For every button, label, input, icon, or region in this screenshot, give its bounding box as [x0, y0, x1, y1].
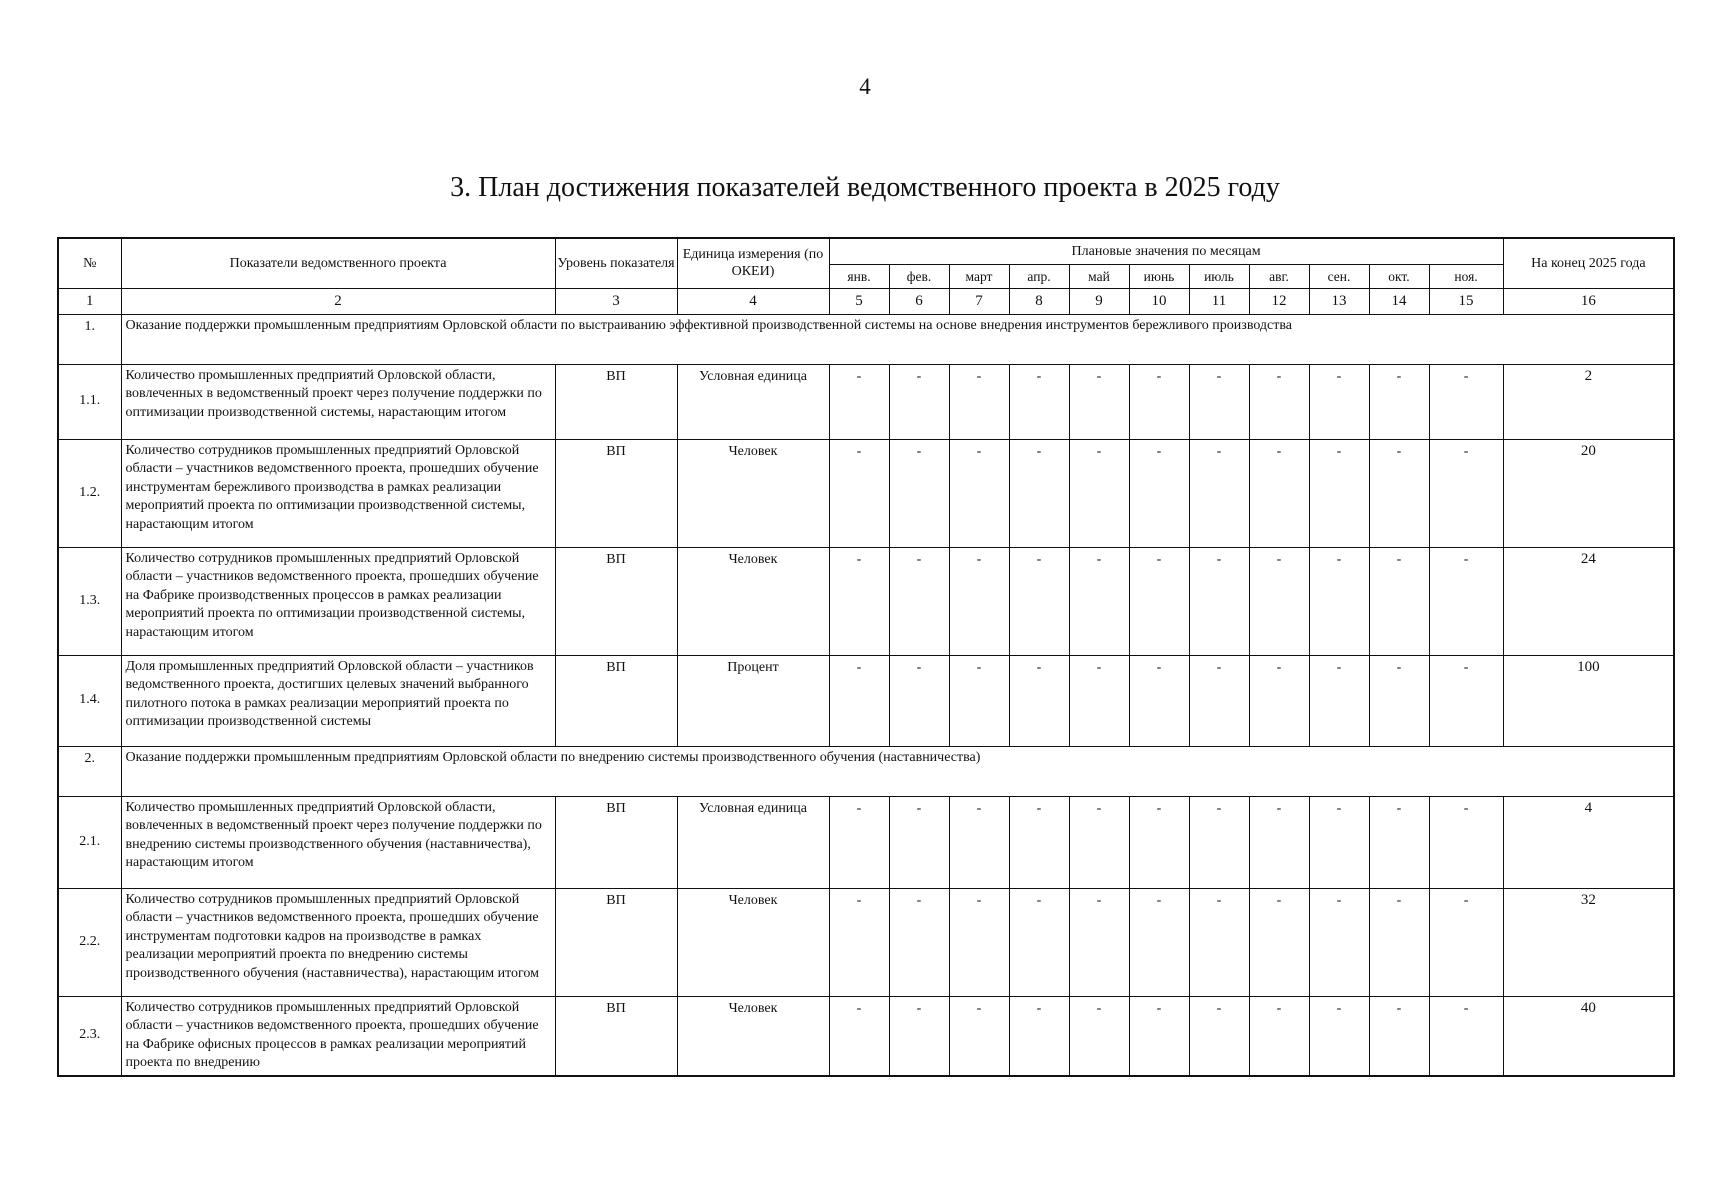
- header-month: авг.: [1249, 264, 1309, 288]
- monthly-value: -: [1249, 655, 1309, 746]
- monthly-value: -: [889, 996, 949, 1076]
- column-number: 6: [889, 288, 949, 314]
- monthly-value: -: [889, 796, 949, 888]
- monthly-value: -: [1369, 996, 1429, 1076]
- monthly-value: -: [1069, 439, 1129, 547]
- monthly-value: -: [889, 364, 949, 439]
- unit-of-measure: Человек: [677, 547, 829, 655]
- header-month: июль: [1189, 264, 1249, 288]
- monthly-value: -: [949, 655, 1009, 746]
- monthly-value: -: [1069, 796, 1129, 888]
- unit-of-measure: Условная единица: [677, 796, 829, 888]
- monthly-value: -: [949, 888, 1009, 996]
- year-end-value: 40: [1503, 996, 1674, 1076]
- header-month: фев.: [889, 264, 949, 288]
- monthly-value: -: [1069, 547, 1129, 655]
- header-indicator: Показатели ведомственного проекта: [121, 238, 555, 288]
- table-row: [58, 364, 1674, 439]
- monthly-value: -: [829, 655, 889, 746]
- table-row: [58, 888, 1674, 996]
- column-number: 11: [1189, 288, 1249, 314]
- monthly-value: -: [1009, 888, 1069, 996]
- header-month: май: [1069, 264, 1129, 288]
- indicator-name: Количество сотрудников промышленных предприятий Орловской области – участников ведомственного проекта, прошедших обучение инструментам бережливого производства в рамках реализации мероприятий проекта по оптимизации производственной системы, нарастающим итогом: [121, 439, 555, 547]
- year-end-value: 4: [1503, 796, 1674, 888]
- section-title: Оказание поддержки промышленным предприятиям Орловской области по внедрению системы производственного обучения (наставничества): [121, 746, 1674, 796]
- section-number: 2.: [58, 746, 121, 796]
- indicators-plan-table: [57, 237, 1675, 1077]
- header-monthly: Плановые значения по месяцам: [829, 238, 1503, 264]
- header-no: №: [58, 238, 121, 288]
- monthly-value: -: [1129, 996, 1189, 1076]
- monthly-value: -: [1189, 547, 1249, 655]
- section-row: [58, 314, 1674, 364]
- column-number: 16: [1503, 288, 1674, 314]
- indicator-name: Количество сотрудников промышленных предприятий Орловской области – участников ведомственного проекта, прошедших обучение на Фабрике производственных процессов в рамках реализации мероприятий проекта по оптимизации производственной системы, нарастающим итогом: [121, 547, 555, 655]
- row-number: 2.3.: [58, 996, 121, 1076]
- unit-of-measure: Человек: [677, 888, 829, 996]
- monthly-value: -: [829, 439, 889, 547]
- indicator-name: Количество сотрудников промышленных предприятий Орловской области – участников ведомственного проекта, прошедших обучение на Фабрике офисных процессов в рамках реализации мероприятий проекта по внедрению: [121, 996, 555, 1076]
- page-number: 4: [859, 74, 871, 99]
- monthly-value: -: [889, 439, 949, 547]
- monthly-value: -: [829, 364, 889, 439]
- monthly-value: -: [1309, 796, 1369, 888]
- monthly-value: -: [889, 655, 949, 746]
- monthly-value: -: [1429, 796, 1503, 888]
- table-row: [58, 547, 1674, 655]
- monthly-value: -: [829, 996, 889, 1076]
- table-row: [58, 796, 1674, 888]
- table-row: [58, 655, 1674, 746]
- monthly-value: -: [1129, 888, 1189, 996]
- column-number: 15: [1429, 288, 1503, 314]
- table-row: [58, 996, 1674, 1076]
- monthly-value: -: [1129, 655, 1189, 746]
- indicator-level: ВП: [555, 364, 677, 439]
- column-number: 4: [677, 288, 829, 314]
- year-end-value: 2: [1503, 364, 1674, 439]
- monthly-value: -: [1369, 364, 1429, 439]
- indicator-level: ВП: [555, 996, 677, 1076]
- section-title: Оказание поддержки промышленным предприятиям Орловской области по выстраиванию эффективной производственной системы на основе внедрения инструментов бережливого производства: [121, 314, 1674, 364]
- column-number: 14: [1369, 288, 1429, 314]
- column-number: 2: [121, 288, 555, 314]
- row-number: 1.4.: [58, 655, 121, 746]
- monthly-value: -: [1069, 655, 1129, 746]
- monthly-value: -: [1189, 888, 1249, 996]
- column-number-row: [58, 288, 1674, 314]
- header-month: янв.: [829, 264, 889, 288]
- monthly-value: -: [1009, 547, 1069, 655]
- indicator-name: Количество промышленных предприятий Орловской области, вовлеченных в ведомственный проект через получение поддержки по оптимизации производственной системы, нарастающим итогом: [121, 364, 555, 439]
- monthly-value: -: [1309, 439, 1369, 547]
- column-number: 13: [1309, 288, 1369, 314]
- column-number: 1: [58, 288, 121, 314]
- monthly-value: -: [1369, 796, 1429, 888]
- header-month: сен.: [1309, 264, 1369, 288]
- monthly-value: -: [1129, 796, 1189, 888]
- monthly-value: -: [1249, 547, 1309, 655]
- column-number: 5: [829, 288, 889, 314]
- header-year-end: На конец 2025 года: [1503, 238, 1674, 288]
- monthly-value: -: [1189, 655, 1249, 746]
- row-number: 2.2.: [58, 888, 121, 996]
- monthly-value: -: [1309, 364, 1369, 439]
- monthly-value: -: [949, 364, 1009, 439]
- column-number: 8: [1009, 288, 1069, 314]
- indicator-level: ВП: [555, 439, 677, 547]
- monthly-value: -: [1009, 439, 1069, 547]
- monthly-value: -: [1069, 888, 1129, 996]
- monthly-value: -: [1369, 655, 1429, 746]
- monthly-value: -: [949, 996, 1009, 1076]
- column-number: 9: [1069, 288, 1129, 314]
- indicator-name: Количество сотрудников промышленных предприятий Орловской области – участников ведомственного проекта, прошедших обучение инструментам подготовки кадров на производстве в рамках реализации мероприятий проекта по внедрению системы производственного обучения (наставничества), нарастающим итогом: [121, 888, 555, 996]
- monthly-value: -: [1309, 655, 1369, 746]
- monthly-value: -: [889, 888, 949, 996]
- monthly-value: -: [1429, 996, 1503, 1076]
- section-number: 1.: [58, 314, 121, 364]
- monthly-value: -: [1369, 547, 1429, 655]
- monthly-value: -: [1369, 888, 1429, 996]
- column-number: 7: [949, 288, 1009, 314]
- indicator-level: ВП: [555, 547, 677, 655]
- monthly-value: -: [1249, 888, 1309, 996]
- monthly-value: -: [1249, 796, 1309, 888]
- monthly-value: -: [1309, 547, 1369, 655]
- monthly-value: -: [1309, 888, 1369, 996]
- monthly-value: -: [1129, 439, 1189, 547]
- monthly-value: -: [1429, 888, 1503, 996]
- monthly-value: -: [1189, 364, 1249, 439]
- row-number: 2.1.: [58, 796, 121, 888]
- row-number: 1.2.: [58, 439, 121, 547]
- column-number: 3: [555, 288, 677, 314]
- header-month: март: [949, 264, 1009, 288]
- year-end-value: 24: [1503, 547, 1674, 655]
- column-number: 10: [1129, 288, 1189, 314]
- monthly-value: -: [1009, 996, 1069, 1076]
- monthly-value: -: [949, 547, 1009, 655]
- unit-of-measure: Человек: [677, 996, 829, 1076]
- monthly-value: -: [1009, 364, 1069, 439]
- header-month: июнь: [1129, 264, 1189, 288]
- year-end-value: 20: [1503, 439, 1674, 547]
- unit-of-measure: Условная единица: [677, 364, 829, 439]
- monthly-value: -: [1429, 439, 1503, 547]
- indicator-level: ВП: [555, 655, 677, 746]
- monthly-value: -: [829, 796, 889, 888]
- monthly-value: -: [1249, 439, 1309, 547]
- monthly-value: -: [829, 888, 889, 996]
- monthly-value: -: [1069, 364, 1129, 439]
- header-month: апр.: [1009, 264, 1069, 288]
- monthly-value: -: [1369, 439, 1429, 547]
- header-unit: Единица измерения (по ОКЕИ): [677, 238, 829, 288]
- monthly-value: -: [1429, 364, 1503, 439]
- header-level: Уровень показателя: [555, 238, 677, 288]
- indicator-name: Количество промышленных предприятий Орловской области, вовлеченных в ведомственный проект через получение поддержки по внедрению системы производственного обучения (наставничества), нарастающим итогом: [121, 796, 555, 888]
- monthly-value: -: [1009, 655, 1069, 746]
- year-end-value: 100: [1503, 655, 1674, 746]
- row-number: 1.1.: [58, 364, 121, 439]
- monthly-value: -: [1249, 364, 1309, 439]
- monthly-value: -: [949, 439, 1009, 547]
- monthly-value: -: [1249, 996, 1309, 1076]
- monthly-value: -: [1189, 796, 1249, 888]
- header-month: ноя.: [1429, 264, 1503, 288]
- section-row: [58, 746, 1674, 796]
- monthly-value: -: [829, 547, 889, 655]
- monthly-value: -: [1189, 996, 1249, 1076]
- header-month: окт.: [1369, 264, 1429, 288]
- monthly-value: -: [1189, 439, 1249, 547]
- indicator-level: ВП: [555, 888, 677, 996]
- indicator-name: Доля промышленных предприятий Орловской области – участников ведомственного проекта, достигших целевых значений выбранного пилотного потока в рамках реализации мероприятий проекта по оптимизации производственной системы: [121, 655, 555, 746]
- row-number: 1.3.: [58, 547, 121, 655]
- column-number: 12: [1249, 288, 1309, 314]
- document-title: 3. План достижения показателей ведомственного проекта в 2025 году: [450, 172, 1280, 203]
- year-end-value: 32: [1503, 888, 1674, 996]
- monthly-value: -: [1069, 996, 1129, 1076]
- monthly-value: -: [1429, 547, 1503, 655]
- indicator-level: ВП: [555, 796, 677, 888]
- table-row: [58, 439, 1674, 547]
- monthly-value: -: [1429, 655, 1503, 746]
- monthly-value: -: [1129, 364, 1189, 439]
- monthly-value: -: [1129, 547, 1189, 655]
- monthly-value: -: [1009, 796, 1069, 888]
- unit-of-measure: Процент: [677, 655, 829, 746]
- monthly-value: -: [949, 796, 1009, 888]
- monthly-value: -: [889, 547, 949, 655]
- unit-of-measure: Человек: [677, 439, 829, 547]
- monthly-value: -: [1309, 996, 1369, 1076]
